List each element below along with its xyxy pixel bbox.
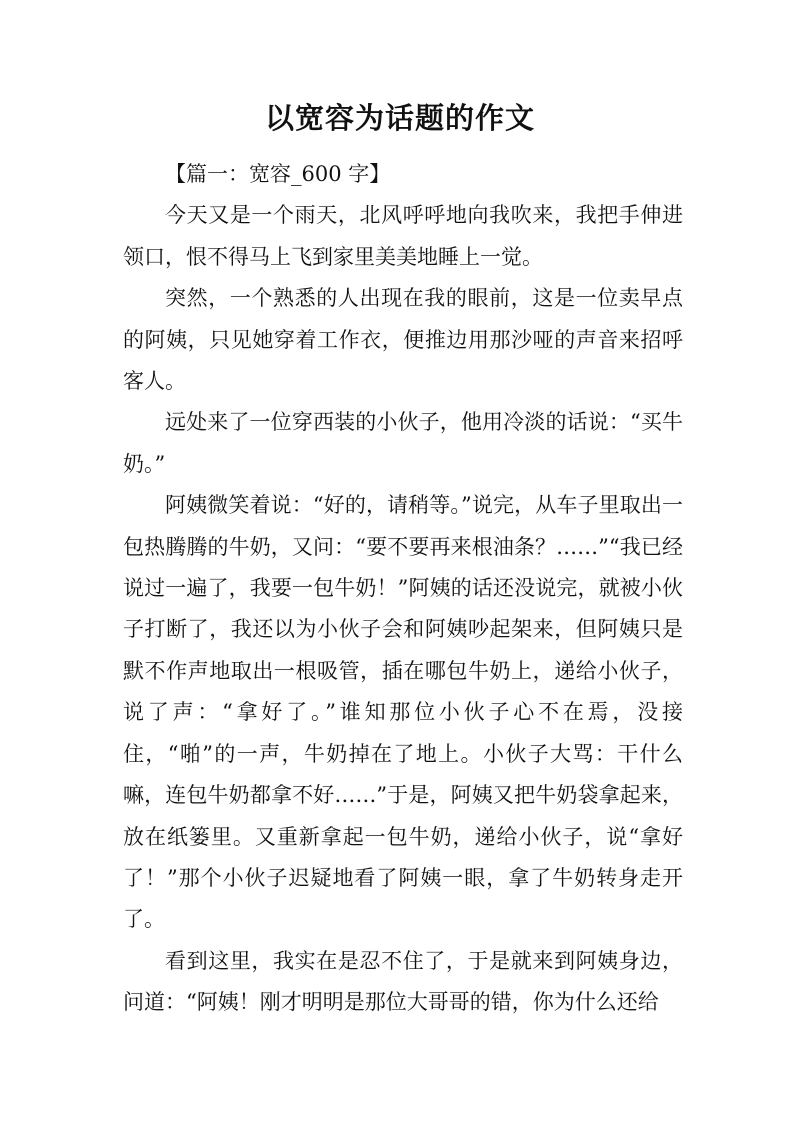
page-title: 以宽容为话题的作文	[264, 101, 535, 135]
paragraph: 看到这里，我实在是忍不住了，于是就来到阿姨身边，问道：“阿姨！刚才明明是那位大哥哥的错，你为什么还给	[123, 948, 683, 1015]
paragraph: 今天又是一个雨天，北风呼呼地向我吹来，我把手伸进领口，恨不得马上飞到家里美美地睡上一觉。	[123, 203, 683, 269]
essay-body	[123, 154, 683, 1024]
section-heading: 【篇一：宽容_600 字】	[165, 162, 391, 186]
paragraph: 突然，一个熟悉的人出现在我的眼前，这是一位卖早点的阿姨，只见她穿着工作衣，便推边用那沙哑的声音来招呼客人。	[123, 286, 683, 394]
paragraph: 远处来了一位穿西装的小伙子，他用冷淡的话说：“买牛奶。”	[123, 410, 683, 476]
paragraph: 阿姨微笑着说：“好的，请稍等。”说完，从车子里取出一包热腾腾的牛奶，又问：“要不要再来根油条？……”“我已经说过一遍了，我要一包牛奶！”阿姨的话还没说完，就被小伙子打断了，我还以为小伙子会和阿姨吵起架来，但阿姨只是默不作声地取出一根吸管，插在哪包牛奶上，递给小伙子，说了声：“拿好了。”谁知那位小伙子心不在焉，没接住，“啪”的一声，牛奶掉在了地上。小伙子大骂：干什么嘛，连包牛奶都拿不好……”于是，阿姨又把牛奶袋拿起来，放在纸篓里。又重新拿起一包牛奶，递给小伙子，说“拿好了！”那个小伙子迟疑地看了阿姨一眼，拿了牛奶转身走开了。	[123, 493, 683, 932]
